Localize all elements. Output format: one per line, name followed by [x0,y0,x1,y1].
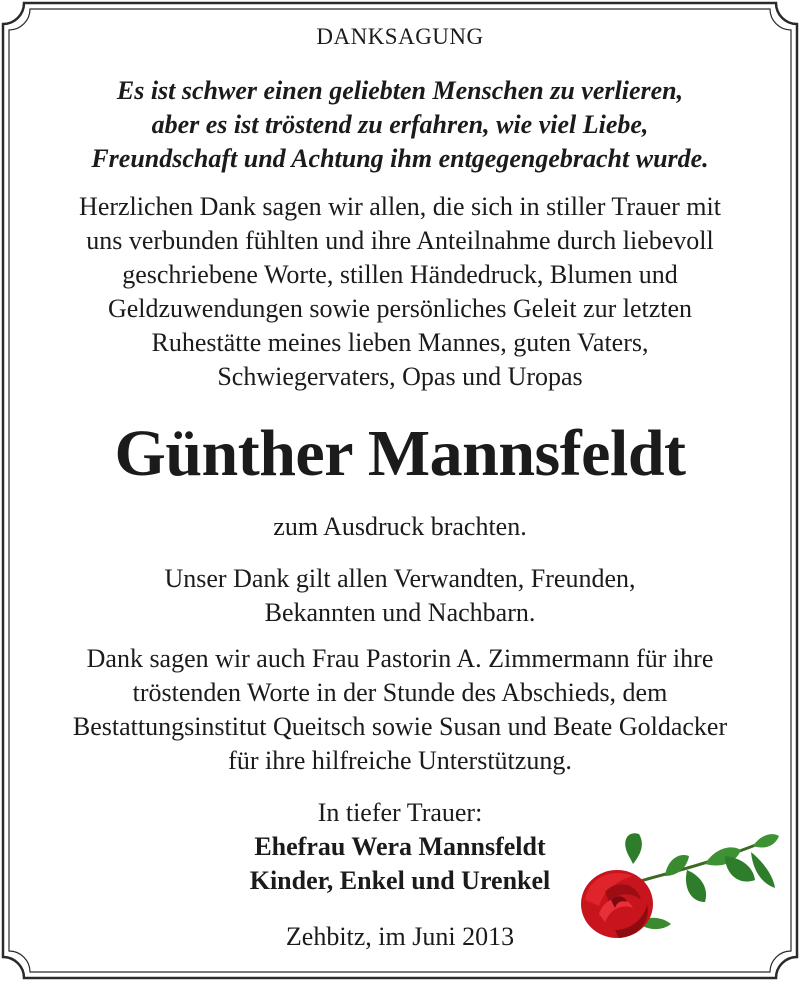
thanks-line: geschriebene Worte, stillen Händedruck, Blumen und [122,260,678,289]
relatives-line: Bekannten und Nachbarn. [264,598,536,627]
signer-line: Ehefrau Wera Mannsfeldt [254,832,546,861]
thanks-line: Ruhestätte meines lieben Mannes, guten Vaters, [151,328,649,357]
thanks-paragraph [0,190,800,394]
signer-line: Kinder, Enkel und Urenkel [249,866,551,895]
place-date: Zehbitz, im Juni 2013 [285,922,515,951]
thanks-line: Geldzuwendungen sowie persönliches Geleit zur letzten [107,294,693,323]
quote-line: aber es ist tröstend zu erfahren, wie viel Liebe, [151,110,649,139]
pastor-line: tröstenden Worte in der Stunde des Abschieds, dem [132,678,668,707]
thanks-line: uns verbunden fühlten und ihre Anteilnahme durch liebevoll [86,226,714,255]
relatives-line: Unser Dank gilt allen Verwandten, Freunden, [164,564,636,593]
pastor-line: Bestattungsinstitut Queitsch sowie Susan und Beate Goldacker [72,712,728,741]
pastor-line: Dank sagen wir auch Frau Pastorin A. Zimmermann für ihre [86,644,714,673]
thanks-line: Herzlichen Dank sagen wir allen, die sich in stiller Trauer mit [79,192,721,221]
mourning-intro: In tiefer Trauer: [317,798,483,827]
condolence-quote [0,74,800,176]
notice-heading: DANKSAGUNG [316,24,484,49]
pastor-paragraph [0,642,800,778]
deceased-name: Günther Mannsfeldt [114,417,686,490]
expression-line: zum Ausdruck brachten. [273,512,527,541]
relatives-paragraph [0,562,800,630]
quote-line: Es ist schwer einen geliebten Menschen zu verlieren, [116,76,684,105]
red-rose-icon [575,830,780,945]
thanks-line: Schwiegervaters, Opas und Uropas [217,362,583,391]
pastor-line: für ihre hilfreiche Unterstützung. [228,746,572,775]
quote-line: Freundschaft und Achtung ihm entgegengebracht wurde. [91,144,709,173]
